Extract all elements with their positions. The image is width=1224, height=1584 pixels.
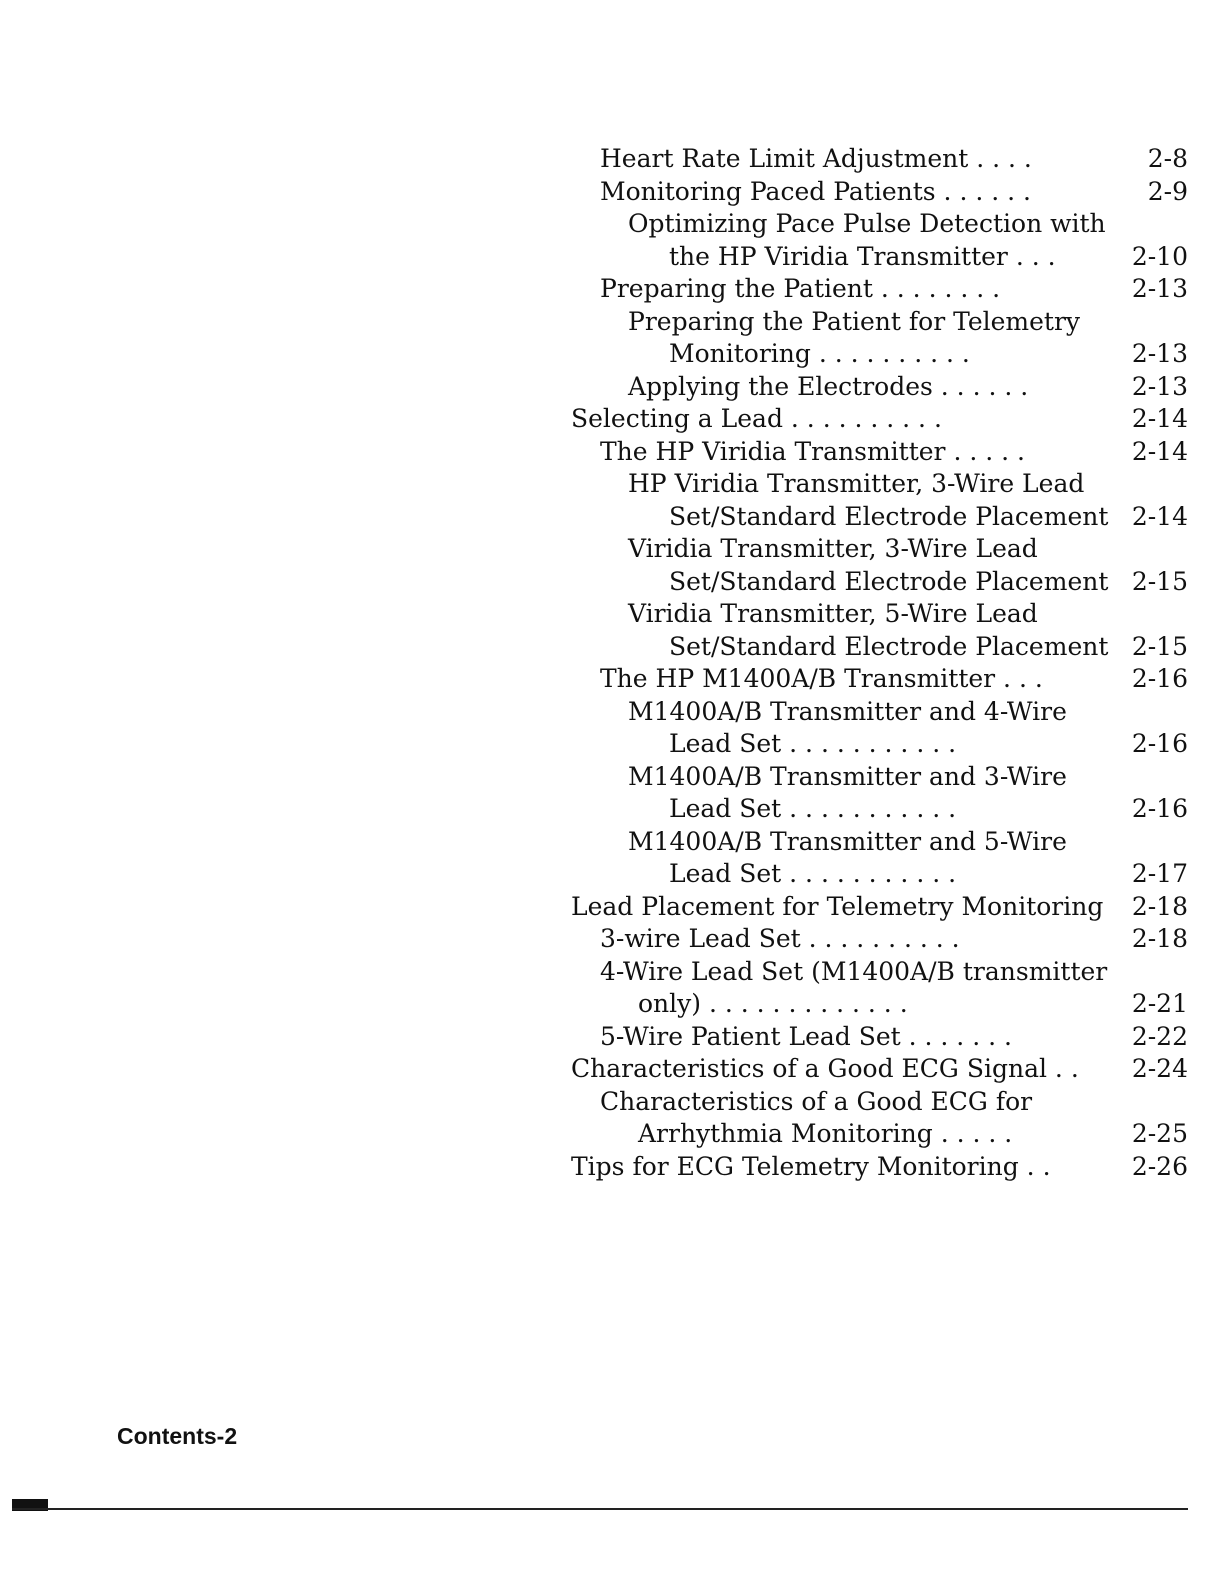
toc-entry-title: Set/Standard Electrode Placement xyxy=(669,566,1109,596)
toc-entry-title: Applying the Electrodes . . . . . . xyxy=(628,371,1029,401)
toc-entry-title: Heart Rate Limit Adjustment . . . . xyxy=(600,144,1032,173)
toc-entry[interactable] xyxy=(0,1021,1224,1054)
page-footer-label: Contents-2 xyxy=(117,1423,238,1449)
toc-entry-page: 2-15 xyxy=(1131,631,1188,661)
toc-entry-page: 2-10 xyxy=(1131,241,1188,271)
toc-entry-page: 2-13 xyxy=(1131,274,1188,303)
toc-entry[interactable] xyxy=(0,1053,1224,1086)
toc-entry[interactable] xyxy=(0,1086,1224,1119)
toc-entry[interactable] xyxy=(0,468,1224,501)
toc-entry-page: 2-8 xyxy=(1147,144,1188,173)
toc-entry[interactable] xyxy=(0,1151,1224,1184)
toc-entry-title: Lead Set . . . . . . . . . . . xyxy=(669,859,957,888)
toc-entry-page: 2-14 xyxy=(1131,436,1188,466)
toc-entry-title: Preparing the Patient . . . . . . . . xyxy=(600,274,1001,303)
toc-entry-title: Lead Placement for Telemetry Monitoring xyxy=(571,891,1104,921)
toc-entry-title: Monitoring Paced Patients . . . . . . xyxy=(600,176,1031,206)
toc-entry-title: Lead Set . . . . . . . . . . . xyxy=(669,729,957,758)
toc-entry-title: Monitoring . . . . . . . . . . xyxy=(669,339,970,368)
toc-entry[interactable] xyxy=(0,793,1224,826)
toc-entry-title: Tips for ECG Telemetry Monitoring . . xyxy=(571,1151,1051,1181)
toc-entry-title: HP Viridia Transmitter, 3-Wire Lead xyxy=(628,469,1085,498)
toc-entry-page: 2-24 xyxy=(1131,1054,1188,1083)
toc-entry-page: 2-13 xyxy=(1131,339,1188,368)
toc-entry[interactable] xyxy=(0,1118,1224,1151)
toc-entry[interactable] xyxy=(0,891,1224,924)
toc-entry-page: 2-26 xyxy=(1131,1151,1188,1181)
toc-entry[interactable] xyxy=(0,826,1224,859)
toc-entry-page: 2-16 xyxy=(1131,664,1188,693)
toc-entry[interactable] xyxy=(0,273,1224,306)
toc-entry-title: Characteristics of a Good ECG Signal . . xyxy=(571,1054,1079,1083)
toc-entry[interactable] xyxy=(0,858,1224,891)
toc-entry-title: Set/Standard Electrode Placement xyxy=(669,631,1109,661)
toc-entry-page: 2-17 xyxy=(1131,859,1188,888)
toc-entry[interactable] xyxy=(0,598,1224,631)
toc-entry[interactable] xyxy=(0,696,1224,729)
toc-entry[interactable] xyxy=(0,501,1224,534)
toc-entry[interactable] xyxy=(0,631,1224,664)
toc-entry[interactable] xyxy=(0,306,1224,339)
toc-entry[interactable] xyxy=(0,403,1224,436)
toc-entry[interactable] xyxy=(0,923,1224,956)
toc-entry-title: Preparing the Patient for Telemetry xyxy=(628,306,1081,336)
toc-entry[interactable] xyxy=(0,338,1224,371)
toc-entry[interactable] xyxy=(0,728,1224,761)
toc-entry[interactable] xyxy=(0,533,1224,566)
toc-entry-title: The HP M1400A/B Transmitter . . . xyxy=(600,664,1043,693)
toc-entry-page: 2-18 xyxy=(1131,924,1188,953)
toc-entry-title: Viridia Transmitter, 3-Wire Lead xyxy=(628,534,1038,563)
toc-entry[interactable] xyxy=(0,956,1224,989)
toc-entry-title: Viridia Transmitter, 5-Wire Lead xyxy=(628,599,1038,628)
toc-entry[interactable] xyxy=(0,143,1224,176)
toc-entry[interactable] xyxy=(0,761,1224,794)
toc-entry-title: Characteristics of a Good ECG for xyxy=(600,1086,1033,1116)
toc-entry-page: 2-15 xyxy=(1131,566,1188,596)
toc-entry-title: only) . . . . . . . . . . . . . xyxy=(638,989,908,1018)
toc-entry-page: 2-18 xyxy=(1131,891,1188,921)
toc-entry-title: M1400A/B Transmitter and 3-Wire xyxy=(628,761,1067,791)
toc-entry[interactable] xyxy=(0,436,1224,469)
toc-entry[interactable] xyxy=(0,988,1224,1021)
toc-entry[interactable] xyxy=(0,371,1224,404)
toc-entry-page: 2-21 xyxy=(1131,989,1188,1018)
toc-entry-page: 2-16 xyxy=(1131,794,1188,823)
toc-entry-page: 2-22 xyxy=(1131,1021,1188,1051)
toc-entry[interactable] xyxy=(0,208,1224,241)
toc-entry-title: M1400A/B Transmitter and 4-Wire xyxy=(628,696,1067,726)
toc-entry-title: Optimizing Pace Pulse Detection with xyxy=(628,209,1106,238)
toc-entry-title: The HP Viridia Transmitter . . . . . xyxy=(600,436,1025,466)
toc-entry-title: Lead Set . . . . . . . . . . . xyxy=(669,794,957,823)
toc-entry-title: Set/Standard Electrode Placement xyxy=(669,501,1109,531)
toc-entry-title: Selecting a Lead . . . . . . . . . . xyxy=(571,404,942,433)
toc-entry-title: M1400A/B Transmitter and 5-Wire xyxy=(628,826,1067,856)
toc-entry-title: 4-Wire Lead Set (M1400A/B transmitter xyxy=(600,956,1108,986)
bottom-rule xyxy=(12,1508,1188,1510)
toc-entry-title: the HP Viridia Transmitter . . . xyxy=(669,241,1056,271)
toc-entry[interactable] xyxy=(0,241,1224,274)
toc-entry-page: 2-14 xyxy=(1131,404,1188,433)
toc-entry-page: 2-16 xyxy=(1131,729,1188,758)
toc-entry-page: 2-9 xyxy=(1147,176,1188,206)
toc-entry[interactable] xyxy=(0,176,1224,209)
toc-entry[interactable] xyxy=(0,566,1224,599)
toc-entry-page: 2-25 xyxy=(1131,1119,1188,1148)
toc-entry-title: 5-Wire Patient Lead Set . . . . . . . xyxy=(600,1021,1012,1051)
toc-entry-page: 2-14 xyxy=(1131,501,1188,531)
toc-entry-title: 3-wire Lead Set . . . . . . . . . . xyxy=(600,924,960,953)
toc-entry-title: Arrhythmia Monitoring . . . . . xyxy=(638,1119,1013,1148)
toc-entry-page: 2-13 xyxy=(1131,371,1188,401)
table-of-contents xyxy=(0,143,1224,1183)
toc-entry[interactable] xyxy=(0,663,1224,696)
